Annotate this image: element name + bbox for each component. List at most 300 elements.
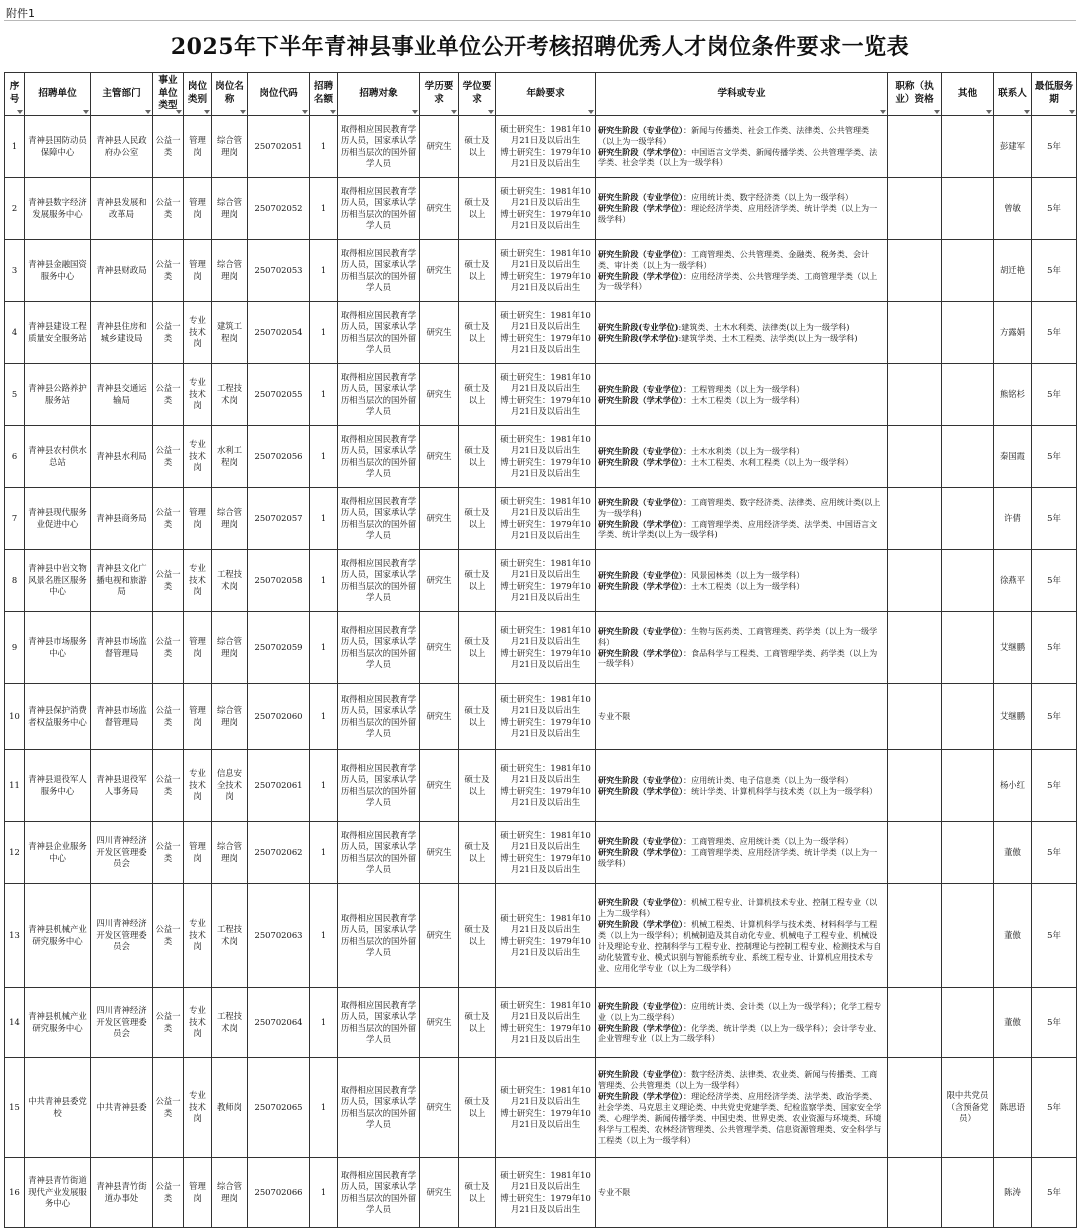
cell-quota[interactable]: 1: [310, 488, 338, 550]
cell-unit[interactable]: 青神县金融国资服务中心: [25, 240, 91, 302]
cell-no[interactable]: 7: [5, 488, 25, 550]
cell-unit[interactable]: 青神县市场服务中心: [25, 612, 91, 684]
cell-type[interactable]: 公益一类: [153, 488, 184, 550]
cell-qualification[interactable]: [888, 116, 942, 178]
cell-contact[interactable]: 胡迁艳: [994, 240, 1032, 302]
cell-contact[interactable]: 徐燕平: [994, 550, 1032, 612]
cell-contact[interactable]: 董傲: [994, 988, 1032, 1058]
cell-post-name[interactable]: 综合管理岗: [212, 684, 248, 750]
cell-category[interactable]: 专业技术岗: [184, 750, 212, 822]
cell-contact[interactable]: 董傲: [994, 822, 1032, 884]
cell-target[interactable]: 取得相应国民教育学历人员，国家承认学历相当层次的国外留学人员: [338, 612, 420, 684]
cell-qualification[interactable]: [888, 884, 942, 988]
cell-no[interactable]: 6: [5, 426, 25, 488]
cell-category[interactable]: 专业技术岗: [184, 364, 212, 426]
cell-post-name[interactable]: 综合管理岗: [212, 178, 248, 240]
cell-category[interactable]: 管理岗: [184, 684, 212, 750]
cell-other[interactable]: [942, 550, 994, 612]
cell-age[interactable]: [496, 240, 596, 302]
cell-qualification[interactable]: [888, 612, 942, 684]
cell-age[interactable]: [496, 488, 596, 550]
filter-dropdown-icon[interactable]: [1069, 110, 1075, 114]
cell-type[interactable]: 公益一类: [153, 178, 184, 240]
cell-service[interactable]: 5年: [1032, 550, 1077, 612]
cell-service[interactable]: 5年: [1032, 1058, 1077, 1158]
cell-category[interactable]: 管理岗: [184, 116, 212, 178]
cell-post-name[interactable]: 信息安全技术岗: [212, 750, 248, 822]
cell-service[interactable]: 5年: [1032, 750, 1077, 822]
cell-no[interactable]: 2: [5, 178, 25, 240]
cell-degree[interactable]: 硕士及以上: [459, 988, 496, 1058]
cell-target[interactable]: 取得相应国民教育学历人员，国家承认学历相当层次的国外留学人员: [338, 1158, 420, 1228]
cell-contact[interactable]: 董傲: [994, 884, 1032, 988]
filter-dropdown-icon[interactable]: [145, 110, 151, 114]
cell-education[interactable]: 研究生: [420, 116, 459, 178]
cell-other[interactable]: [942, 750, 994, 822]
cell-education[interactable]: 研究生: [420, 240, 459, 302]
cell-degree[interactable]: 硕士及以上: [459, 822, 496, 884]
cell-target[interactable]: 取得相应国民教育学历人员，国家承认学历相当层次的国外留学人员: [338, 488, 420, 550]
cell-post-code[interactable]: 250702065: [248, 1058, 310, 1158]
cell-service[interactable]: 5年: [1032, 988, 1077, 1058]
filter-dropdown-icon[interactable]: [17, 110, 23, 114]
cell-type[interactable]: 公益一类: [153, 240, 184, 302]
cell-target[interactable]: 取得相应国民教育学历人员，国家承认学历相当层次的国外留学人员: [338, 116, 420, 178]
cell-post-name[interactable]: 综合管理岗: [212, 240, 248, 302]
cell-subject[interactable]: [596, 240, 888, 302]
filter-dropdown-icon[interactable]: [83, 110, 89, 114]
cell-category[interactable]: 管理岗: [184, 1158, 212, 1228]
cell-age[interactable]: [496, 822, 596, 884]
cell-contact[interactable]: 彭建军: [994, 116, 1032, 178]
filter-dropdown-icon[interactable]: [204, 110, 210, 114]
cell-no[interactable]: 12: [5, 822, 25, 884]
cell-unit[interactable]: 青神县中岩文物风景名胜区服务中心: [25, 550, 91, 612]
cell-type[interactable]: 公益一类: [153, 426, 184, 488]
cell-subject[interactable]: [596, 822, 888, 884]
filter-dropdown-icon[interactable]: [880, 110, 886, 114]
cell-type[interactable]: 公益一类: [153, 988, 184, 1058]
filter-dropdown-icon[interactable]: [176, 110, 182, 114]
cell-service[interactable]: 5年: [1032, 426, 1077, 488]
cell-degree[interactable]: 硕士及以上: [459, 116, 496, 178]
cell-type[interactable]: 公益一类: [153, 612, 184, 684]
cell-unit[interactable]: 中共青神县委党校: [25, 1058, 91, 1158]
cell-dept[interactable]: 四川青神经济开发区管理委员会: [91, 884, 153, 988]
cell-no[interactable]: 1: [5, 116, 25, 178]
cell-no[interactable]: 8: [5, 550, 25, 612]
cell-type[interactable]: 公益一类: [153, 550, 184, 612]
cell-education[interactable]: 研究生: [420, 488, 459, 550]
cell-education[interactable]: 研究生: [420, 884, 459, 988]
cell-age[interactable]: [496, 364, 596, 426]
cell-no[interactable]: 15: [5, 1058, 25, 1158]
cell-no[interactable]: 4: [5, 302, 25, 364]
cell-post-code[interactable]: 250702053: [248, 240, 310, 302]
cell-target[interactable]: 取得相应国民教育学历人员，国家承认学历相当层次的国外留学人员: [338, 302, 420, 364]
cell-dept[interactable]: 青神县市场监督管理局: [91, 684, 153, 750]
col-header-qualification[interactable]: 职称（执业）资格: [888, 73, 942, 116]
cell-qualification[interactable]: [888, 364, 942, 426]
cell-target[interactable]: 取得相应国民教育学历人员，国家承认学历相当层次的国外留学人员: [338, 988, 420, 1058]
cell-quota[interactable]: 1: [310, 240, 338, 302]
cell-post-name[interactable]: 综合管理岗: [212, 1158, 248, 1228]
cell-post-code[interactable]: 250702064: [248, 988, 310, 1058]
cell-post-name[interactable]: 水利工程岗: [212, 426, 248, 488]
cell-no[interactable]: 10: [5, 684, 25, 750]
cell-post-code[interactable]: 250702058: [248, 550, 310, 612]
cell-service[interactable]: 5年: [1032, 364, 1077, 426]
cell-target[interactable]: 取得相应国民教育学历人员，国家承认学历相当层次的国外留学人员: [338, 240, 420, 302]
cell-service[interactable]: 5年: [1032, 884, 1077, 988]
cell-dept[interactable]: 青神县人民政府办公室: [91, 116, 153, 178]
cell-dept[interactable]: 四川青神经济开发区管理委员会: [91, 822, 153, 884]
cell-type[interactable]: 公益一类: [153, 1158, 184, 1228]
cell-service[interactable]: 5年: [1032, 488, 1077, 550]
cell-degree[interactable]: 硕士及以上: [459, 684, 496, 750]
cell-no[interactable]: 16: [5, 1158, 25, 1228]
filter-dropdown-icon[interactable]: [240, 110, 246, 114]
cell-quota[interactable]: 1: [310, 988, 338, 1058]
cell-category[interactable]: 专业技术岗: [184, 550, 212, 612]
cell-post-code[interactable]: 250702055: [248, 364, 310, 426]
cell-contact[interactable]: 方露娟: [994, 302, 1032, 364]
cell-quota[interactable]: 1: [310, 116, 338, 178]
col-header-degree[interactable]: 学位要求: [459, 73, 496, 116]
cell-contact[interactable]: 曾敏: [994, 178, 1032, 240]
filter-dropdown-icon[interactable]: [330, 110, 336, 114]
cell-degree[interactable]: 硕士及以上: [459, 884, 496, 988]
cell-category[interactable]: 专业技术岗: [184, 988, 212, 1058]
cell-target[interactable]: 取得相应国民教育学历人员，国家承认学历相当层次的国外留学人员: [338, 884, 420, 988]
cell-degree[interactable]: 硕士及以上: [459, 1158, 496, 1228]
cell-quota[interactable]: 1: [310, 1158, 338, 1228]
cell-education[interactable]: 研究生: [420, 550, 459, 612]
cell-quota[interactable]: 1: [310, 612, 338, 684]
cell-unit[interactable]: 青神县企业服务中心: [25, 822, 91, 884]
col-header-category[interactable]: 岗位类别: [184, 73, 212, 116]
cell-age[interactable]: [496, 178, 596, 240]
cell-unit[interactable]: 青神县机械产业研究服务中心: [25, 988, 91, 1058]
filter-dropdown-icon[interactable]: [451, 110, 457, 114]
cell-service[interactable]: 5年: [1032, 116, 1077, 178]
cell-qualification[interactable]: [888, 822, 942, 884]
col-header-contact[interactable]: 联系人: [994, 73, 1032, 116]
cell-contact[interactable]: 许倩: [994, 488, 1032, 550]
cell-post-code[interactable]: 250702059: [248, 612, 310, 684]
cell-other[interactable]: [942, 1158, 994, 1228]
cell-degree[interactable]: 硕士及以上: [459, 364, 496, 426]
cell-quota[interactable]: 1: [310, 684, 338, 750]
cell-age[interactable]: [496, 1158, 596, 1228]
cell-qualification[interactable]: [888, 488, 942, 550]
cell-age[interactable]: [496, 302, 596, 364]
cell-subject[interactable]: [596, 550, 888, 612]
cell-quota[interactable]: 1: [310, 550, 338, 612]
cell-education[interactable]: 研究生: [420, 612, 459, 684]
cell-post-name[interactable]: 工程技术岗: [212, 364, 248, 426]
col-header-unit[interactable]: 招聘单位: [25, 73, 91, 116]
cell-dept[interactable]: 青神县财政局: [91, 240, 153, 302]
cell-education[interactable]: 研究生: [420, 178, 459, 240]
cell-subject[interactable]: [596, 364, 888, 426]
cell-quota[interactable]: 1: [310, 302, 338, 364]
cell-unit[interactable]: 青神县公路养护服务站: [25, 364, 91, 426]
cell-dept[interactable]: 青神县水利局: [91, 426, 153, 488]
cell-education[interactable]: 研究生: [420, 426, 459, 488]
cell-service[interactable]: 5年: [1032, 178, 1077, 240]
cell-post-name[interactable]: 综合管理岗: [212, 822, 248, 884]
cell-contact[interactable]: 艾继鹏: [994, 684, 1032, 750]
cell-type[interactable]: 公益一类: [153, 884, 184, 988]
cell-other[interactable]: [942, 116, 994, 178]
cell-category[interactable]: 专业技术岗: [184, 302, 212, 364]
cell-target[interactable]: 取得相应国民教育学历人员，国家承认学历相当层次的国外留学人员: [338, 684, 420, 750]
cell-subject[interactable]: [596, 116, 888, 178]
cell-degree[interactable]: 硕士及以上: [459, 612, 496, 684]
cell-no[interactable]: 9: [5, 612, 25, 684]
col-header-age[interactable]: 年龄要求: [496, 73, 596, 116]
cell-subject[interactable]: [596, 426, 888, 488]
cell-subject[interactable]: [596, 988, 888, 1058]
cell-post-name[interactable]: 综合管理岗: [212, 488, 248, 550]
cell-target[interactable]: 取得相应国民教育学历人员，国家承认学历相当层次的国外留学人员: [338, 426, 420, 488]
cell-qualification[interactable]: [888, 988, 942, 1058]
cell-qualification[interactable]: [888, 750, 942, 822]
cell-post-name[interactable]: 教师岗: [212, 1058, 248, 1158]
cell-category[interactable]: 管理岗: [184, 240, 212, 302]
cell-age[interactable]: [496, 1058, 596, 1158]
cell-dept[interactable]: 青神县青竹街道办事处: [91, 1158, 153, 1228]
cell-unit[interactable]: 青神县农村供水总站: [25, 426, 91, 488]
cell-age[interactable]: [496, 750, 596, 822]
cell-age[interactable]: [496, 550, 596, 612]
filter-dropdown-icon[interactable]: [488, 110, 494, 114]
cell-type[interactable]: 公益一类: [153, 364, 184, 426]
cell-education[interactable]: 研究生: [420, 988, 459, 1058]
col-header-service[interactable]: 最低服务期: [1032, 73, 1077, 116]
cell-degree[interactable]: 硕士及以上: [459, 550, 496, 612]
cell-other[interactable]: [942, 684, 994, 750]
cell-degree[interactable]: 硕士及以上: [459, 178, 496, 240]
cell-category[interactable]: 管理岗: [184, 822, 212, 884]
cell-quota[interactable]: 1: [310, 426, 338, 488]
cell-education[interactable]: 研究生: [420, 1058, 459, 1158]
cell-quota[interactable]: 1: [310, 750, 338, 822]
cell-post-code[interactable]: 250702062: [248, 822, 310, 884]
cell-subject[interactable]: [596, 1058, 888, 1158]
cell-no[interactable]: 13: [5, 884, 25, 988]
cell-type[interactable]: 公益一类: [153, 750, 184, 822]
cell-category[interactable]: 专业技术岗: [184, 1058, 212, 1158]
cell-no[interactable]: 11: [5, 750, 25, 822]
cell-target[interactable]: 取得相应国民教育学历人员，国家承认学历相当层次的国外留学人员: [338, 364, 420, 426]
cell-quota[interactable]: 1: [310, 822, 338, 884]
cell-age[interactable]: [496, 426, 596, 488]
cell-service[interactable]: 5年: [1032, 302, 1077, 364]
cell-other[interactable]: [942, 822, 994, 884]
cell-subject[interactable]: [596, 684, 888, 750]
cell-degree[interactable]: 硕士及以上: [459, 240, 496, 302]
cell-unit[interactable]: 青神县退役军人服务中心: [25, 750, 91, 822]
cell-unit[interactable]: 青神县保护消费者权益服务中心: [25, 684, 91, 750]
cell-qualification[interactable]: [888, 1158, 942, 1228]
cell-other[interactable]: [942, 426, 994, 488]
cell-other[interactable]: [942, 240, 994, 302]
cell-no[interactable]: 5: [5, 364, 25, 426]
cell-subject[interactable]: [596, 178, 888, 240]
cell-target[interactable]: 取得相应国民教育学历人员，国家承认学历相当层次的国外留学人员: [338, 1058, 420, 1158]
cell-post-code[interactable]: 250702056: [248, 426, 310, 488]
col-header-no[interactable]: 序号: [5, 73, 25, 116]
cell-type[interactable]: 公益一类: [153, 302, 184, 364]
cell-post-name[interactable]: 工程技术岗: [212, 988, 248, 1058]
cell-education[interactable]: 研究生: [420, 750, 459, 822]
cell-dept[interactable]: 青神县交通运输局: [91, 364, 153, 426]
filter-dropdown-icon[interactable]: [588, 110, 594, 114]
col-header-dept[interactable]: 主管部门: [91, 73, 153, 116]
cell-contact[interactable]: 艾继鹏: [994, 612, 1032, 684]
cell-post-code[interactable]: 250702054: [248, 302, 310, 364]
cell-dept[interactable]: 青神县住房和城乡建设局: [91, 302, 153, 364]
cell-unit[interactable]: 青神县机械产业研究服务中心: [25, 884, 91, 988]
cell-service[interactable]: 5年: [1032, 1158, 1077, 1228]
cell-age[interactable]: [496, 988, 596, 1058]
cell-dept[interactable]: 青神县市场监督管理局: [91, 612, 153, 684]
cell-education[interactable]: 研究生: [420, 822, 459, 884]
cell-unit[interactable]: 青神县国防动员保障中心: [25, 116, 91, 178]
cell-target[interactable]: 取得相应国民教育学历人员，国家承认学历相当层次的国外留学人员: [338, 822, 420, 884]
cell-category[interactable]: 管理岗: [184, 612, 212, 684]
col-header-subject[interactable]: 学科或专业: [596, 73, 888, 116]
cell-target[interactable]: 取得相应国民教育学历人员，国家承认学历相当层次的国外留学人员: [338, 550, 420, 612]
cell-unit[interactable]: 青神县数字经济发展服务中心: [25, 178, 91, 240]
cell-subject[interactable]: [596, 488, 888, 550]
cell-category[interactable]: 管理岗: [184, 488, 212, 550]
cell-category[interactable]: 专业技术岗: [184, 884, 212, 988]
cell-dept[interactable]: 中共青神县委: [91, 1058, 153, 1158]
cell-target[interactable]: 取得相应国民教育学历人员，国家承认学历相当层次的国外留学人员: [338, 178, 420, 240]
cell-service[interactable]: 5年: [1032, 684, 1077, 750]
cell-service[interactable]: 5年: [1032, 240, 1077, 302]
cell-subject[interactable]: [596, 1158, 888, 1228]
cell-no[interactable]: 14: [5, 988, 25, 1058]
cell-post-code[interactable]: 250702060: [248, 684, 310, 750]
cell-education[interactable]: 研究生: [420, 1158, 459, 1228]
cell-dept[interactable]: 四川青神经济开发区管理委员会: [91, 988, 153, 1058]
cell-service[interactable]: 5年: [1032, 822, 1077, 884]
cell-education[interactable]: 研究生: [420, 364, 459, 426]
cell-other[interactable]: [942, 364, 994, 426]
cell-qualification[interactable]: [888, 550, 942, 612]
col-header-other[interactable]: 其他: [942, 73, 994, 116]
filter-dropdown-icon[interactable]: [1024, 110, 1030, 114]
cell-degree[interactable]: 硕士及以上: [459, 750, 496, 822]
cell-contact[interactable]: 陈涛: [994, 1158, 1032, 1228]
cell-subject[interactable]: [596, 612, 888, 684]
cell-other[interactable]: [942, 988, 994, 1058]
cell-contact[interactable]: 杨小红: [994, 750, 1032, 822]
cell-unit[interactable]: 青神县建设工程质量安全服务站: [25, 302, 91, 364]
cell-other[interactable]: [942, 884, 994, 988]
cell-qualification[interactable]: [888, 302, 942, 364]
cell-other[interactable]: [942, 178, 994, 240]
cell-age[interactable]: [496, 612, 596, 684]
cell-quota[interactable]: 1: [310, 178, 338, 240]
col-header-type[interactable]: 事业单位类型: [153, 73, 184, 116]
cell-service[interactable]: 5年: [1032, 612, 1077, 684]
cell-type[interactable]: 公益一类: [153, 822, 184, 884]
cell-degree[interactable]: 硕士及以上: [459, 1058, 496, 1158]
cell-type[interactable]: 公益一类: [153, 1058, 184, 1158]
filter-dropdown-icon[interactable]: [934, 110, 940, 114]
cell-degree[interactable]: 硕士及以上: [459, 302, 496, 364]
cell-target[interactable]: 取得相应国民教育学历人员，国家承认学历相当层次的国外留学人员: [338, 750, 420, 822]
cell-degree[interactable]: 硕士及以上: [459, 426, 496, 488]
cell-dept[interactable]: 青神县商务局: [91, 488, 153, 550]
col-header-post-code[interactable]: 岗位代码: [248, 73, 310, 116]
cell-qualification[interactable]: [888, 426, 942, 488]
cell-other[interactable]: [942, 302, 994, 364]
cell-subject[interactable]: [596, 750, 888, 822]
cell-post-code[interactable]: 250702052: [248, 178, 310, 240]
cell-post-name[interactable]: 综合管理岗: [212, 116, 248, 178]
cell-other[interactable]: [942, 612, 994, 684]
cell-qualification[interactable]: [888, 240, 942, 302]
cell-age[interactable]: [496, 684, 596, 750]
cell-dept[interactable]: 青神县文化广播电视和旅游局: [91, 550, 153, 612]
cell-post-name[interactable]: 工程技术岗: [212, 884, 248, 988]
filter-dropdown-icon[interactable]: [986, 110, 992, 114]
cell-degree[interactable]: 硕士及以上: [459, 488, 496, 550]
cell-other[interactable]: [942, 488, 994, 550]
cell-no[interactable]: 3: [5, 240, 25, 302]
cell-subject[interactable]: [596, 302, 888, 364]
cell-post-code[interactable]: 250702061: [248, 750, 310, 822]
cell-contact[interactable]: 熊铭杉: [994, 364, 1032, 426]
cell-category[interactable]: 专业技术岗: [184, 426, 212, 488]
cell-unit[interactable]: 青神县青竹街道现代产业发展服务中心: [25, 1158, 91, 1228]
cell-education[interactable]: 研究生: [420, 302, 459, 364]
cell-post-name[interactable]: 工程技术岗: [212, 550, 248, 612]
cell-qualification[interactable]: [888, 1058, 942, 1158]
cell-age[interactable]: [496, 884, 596, 988]
cell-contact[interactable]: 陈思语: [994, 1058, 1032, 1158]
col-header-post-name[interactable]: 岗位名称: [212, 73, 248, 116]
cell-dept[interactable]: 青神县退役军人事务局: [91, 750, 153, 822]
cell-quota[interactable]: 1: [310, 1058, 338, 1158]
cell-education[interactable]: 研究生: [420, 684, 459, 750]
cell-quota[interactable]: 1: [310, 364, 338, 426]
cell-type[interactable]: 公益一类: [153, 116, 184, 178]
cell-quota[interactable]: 1: [310, 884, 338, 988]
cell-post-code[interactable]: 250702051: [248, 116, 310, 178]
cell-dept[interactable]: 青神县发展和改革局: [91, 178, 153, 240]
cell-other[interactable]: 限中共党员（含预备党员）: [942, 1058, 994, 1158]
cell-unit[interactable]: 青神县现代服务业促进中心: [25, 488, 91, 550]
cell-category[interactable]: 管理岗: [184, 178, 212, 240]
cell-contact[interactable]: 秦国霞: [994, 426, 1032, 488]
cell-post-code[interactable]: 250702066: [248, 1158, 310, 1228]
col-header-quota[interactable]: 招聘名额: [310, 73, 338, 116]
cell-post-code[interactable]: 250702063: [248, 884, 310, 988]
col-header-target[interactable]: 招聘对象: [338, 73, 420, 116]
cell-type[interactable]: 公益一类: [153, 684, 184, 750]
cell-subject[interactable]: [596, 884, 888, 988]
filter-dropdown-icon[interactable]: [302, 110, 308, 114]
cell-post-name[interactable]: 建筑工程岗: [212, 302, 248, 364]
col-header-education[interactable]: 学历要求: [420, 73, 459, 116]
